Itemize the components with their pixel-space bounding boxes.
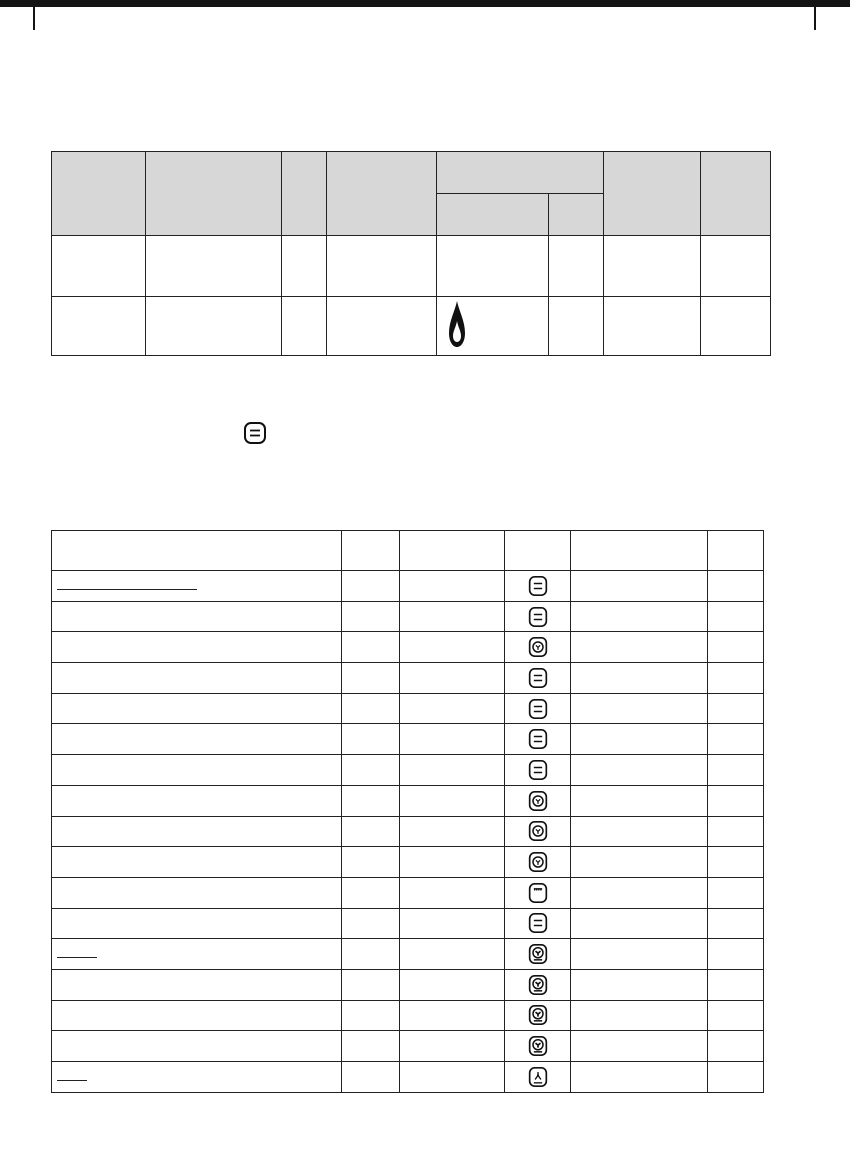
table-cell bbox=[505, 755, 571, 786]
conventional-oven-icon bbox=[528, 912, 548, 934]
table-row bbox=[52, 571, 764, 602]
table-cell bbox=[52, 693, 342, 724]
fan-oven-icon bbox=[528, 851, 548, 873]
fan-oven-icon bbox=[528, 790, 548, 812]
table-cell bbox=[708, 847, 764, 878]
table-cell bbox=[52, 939, 342, 970]
table-row bbox=[52, 1000, 764, 1031]
table-cell bbox=[505, 663, 571, 694]
table-cell bbox=[342, 601, 400, 632]
table-cell bbox=[400, 601, 505, 632]
table-cell bbox=[342, 1000, 400, 1031]
table-cell bbox=[571, 693, 708, 724]
table-cell bbox=[52, 1031, 342, 1062]
table-cell bbox=[342, 1031, 400, 1062]
table-cell bbox=[571, 663, 708, 694]
header-cell bbox=[571, 531, 708, 571]
table-cell bbox=[708, 908, 764, 939]
header-cell bbox=[327, 152, 437, 236]
table-cell bbox=[52, 663, 342, 694]
table-cell bbox=[571, 1000, 708, 1031]
table-cell bbox=[400, 816, 505, 847]
table-row bbox=[52, 1062, 764, 1093]
table-row bbox=[52, 939, 764, 970]
conventional-oven-icon bbox=[528, 667, 548, 689]
table-cell bbox=[52, 1062, 342, 1093]
table-cell bbox=[571, 969, 708, 1000]
table-cell bbox=[505, 816, 571, 847]
conventional-oven-icon bbox=[243, 421, 267, 445]
table-cell bbox=[52, 847, 342, 878]
fan-bottom-heat-icon bbox=[528, 943, 548, 965]
conventional-oven-icon bbox=[528, 575, 548, 597]
table-cell bbox=[400, 571, 505, 602]
table-row bbox=[52, 969, 764, 1000]
table-cell bbox=[400, 1000, 505, 1031]
table-cell bbox=[505, 939, 571, 970]
table-cell bbox=[708, 1031, 764, 1062]
table-row bbox=[52, 1031, 764, 1062]
table-cell bbox=[571, 1062, 708, 1093]
table-cell bbox=[505, 969, 571, 1000]
table-cell bbox=[342, 755, 400, 786]
header-cell bbox=[708, 531, 764, 571]
fan-bottom-heat-icon bbox=[528, 1035, 548, 1057]
table-cell bbox=[708, 816, 764, 847]
table-cell bbox=[571, 847, 708, 878]
table-cell bbox=[342, 663, 400, 694]
header-cell bbox=[146, 152, 282, 236]
table-row bbox=[52, 816, 764, 847]
table-row bbox=[52, 601, 764, 632]
table-cell bbox=[400, 939, 505, 970]
table-row bbox=[52, 785, 764, 816]
table-cell bbox=[505, 785, 571, 816]
table-cell bbox=[505, 1031, 571, 1062]
conventional-oven-icon bbox=[528, 698, 548, 720]
table-cell bbox=[400, 663, 505, 694]
table-cell bbox=[571, 939, 708, 970]
fan-oven-icon bbox=[528, 636, 548, 658]
underline-mark bbox=[57, 1071, 87, 1081]
table-cell bbox=[400, 785, 505, 816]
table-cell bbox=[708, 877, 764, 908]
table-cell bbox=[342, 724, 400, 755]
table-cell bbox=[400, 632, 505, 663]
table-row bbox=[52, 877, 764, 908]
table-cell bbox=[571, 908, 708, 939]
table-cell bbox=[571, 1031, 708, 1062]
table-cell bbox=[708, 1062, 764, 1093]
table-cell bbox=[505, 847, 571, 878]
table-cell bbox=[571, 632, 708, 663]
table-cell bbox=[400, 969, 505, 1000]
table-cell bbox=[708, 693, 764, 724]
table-row bbox=[52, 632, 764, 663]
conventional-oven-icon bbox=[528, 606, 548, 628]
table-row bbox=[52, 847, 764, 878]
table-cell bbox=[52, 785, 342, 816]
table-cell bbox=[571, 877, 708, 908]
table-cell bbox=[342, 785, 400, 816]
table-cell bbox=[52, 632, 342, 663]
table-cell bbox=[342, 969, 400, 1000]
table-cell bbox=[571, 571, 708, 602]
header-cell bbox=[342, 531, 400, 571]
table-cell bbox=[505, 724, 571, 755]
table-cell bbox=[571, 755, 708, 786]
table-cell bbox=[708, 632, 764, 663]
table-cell bbox=[708, 571, 764, 602]
table-cell bbox=[708, 785, 764, 816]
table-row bbox=[52, 693, 764, 724]
table-cell bbox=[400, 724, 505, 755]
header-cell bbox=[437, 194, 549, 236]
table-cell bbox=[400, 1062, 505, 1093]
program-table bbox=[51, 530, 764, 1093]
flame-icon bbox=[447, 299, 467, 349]
table-cell bbox=[52, 571, 342, 602]
table-cell bbox=[505, 877, 571, 908]
table-cell bbox=[400, 908, 505, 939]
table-cell bbox=[52, 969, 342, 1000]
table-cell bbox=[505, 908, 571, 939]
fan-oven-icon bbox=[528, 820, 548, 842]
table-cell bbox=[708, 724, 764, 755]
table-cell bbox=[52, 1000, 342, 1031]
table-cell bbox=[342, 571, 400, 602]
table-cell bbox=[708, 755, 764, 786]
table-cell bbox=[505, 693, 571, 724]
table-cell bbox=[400, 693, 505, 724]
table-cell bbox=[708, 939, 764, 970]
defrost-icon bbox=[528, 1066, 548, 1088]
header-cell bbox=[505, 531, 571, 571]
header-cell bbox=[701, 152, 771, 236]
table-row bbox=[52, 297, 771, 356]
table-cell bbox=[571, 785, 708, 816]
table-cell bbox=[708, 601, 764, 632]
table-cell bbox=[52, 724, 342, 755]
crop-mark-right bbox=[814, 0, 816, 30]
header-cell bbox=[437, 152, 604, 194]
underline-mark bbox=[57, 948, 97, 958]
header-cell bbox=[52, 152, 146, 236]
header-cell bbox=[549, 194, 604, 236]
table-cell bbox=[342, 908, 400, 939]
table-cell bbox=[505, 1000, 571, 1031]
table-cell bbox=[505, 571, 571, 602]
table-cell bbox=[400, 1031, 505, 1062]
table-cell bbox=[505, 1062, 571, 1093]
program-table-header-row bbox=[52, 531, 764, 571]
crop-mark-left bbox=[33, 0, 35, 30]
table-cell bbox=[708, 663, 764, 694]
table-cell bbox=[52, 816, 342, 847]
header-cell bbox=[282, 152, 327, 236]
table-cell bbox=[400, 847, 505, 878]
table-cell bbox=[52, 755, 342, 786]
fan-bottom-heat-icon bbox=[528, 974, 548, 996]
table-row bbox=[52, 663, 764, 694]
table-cell bbox=[342, 693, 400, 724]
table-cell bbox=[571, 816, 708, 847]
table-row bbox=[52, 236, 771, 297]
table-cell bbox=[52, 877, 342, 908]
table-row bbox=[52, 908, 764, 939]
table-cell bbox=[708, 1000, 764, 1031]
gas-table bbox=[51, 151, 771, 356]
table-cell bbox=[342, 877, 400, 908]
table-cell bbox=[708, 969, 764, 1000]
table-cell bbox=[342, 939, 400, 970]
table-cell bbox=[342, 847, 400, 878]
table-cell bbox=[52, 601, 342, 632]
table-cell bbox=[505, 632, 571, 663]
grill-icon bbox=[528, 882, 548, 904]
table-cell bbox=[52, 908, 342, 939]
conventional-oven-icon bbox=[528, 728, 548, 750]
table-cell bbox=[400, 877, 505, 908]
conventional-oven-icon bbox=[528, 759, 548, 781]
table-cell bbox=[571, 724, 708, 755]
table-cell bbox=[571, 601, 708, 632]
table-cell bbox=[342, 816, 400, 847]
table-row bbox=[52, 755, 764, 786]
top-rule bbox=[0, 0, 850, 7]
table-row bbox=[52, 724, 764, 755]
underline-mark bbox=[57, 580, 197, 590]
header-cell bbox=[604, 152, 701, 236]
header-cell bbox=[52, 531, 342, 571]
header-cell bbox=[400, 531, 505, 571]
table-cell bbox=[505, 601, 571, 632]
table-cell bbox=[400, 755, 505, 786]
gas-table-header-row bbox=[52, 152, 771, 194]
table-cell bbox=[342, 1062, 400, 1093]
table-cell bbox=[342, 632, 400, 663]
fan-bottom-heat-icon bbox=[528, 1004, 548, 1026]
